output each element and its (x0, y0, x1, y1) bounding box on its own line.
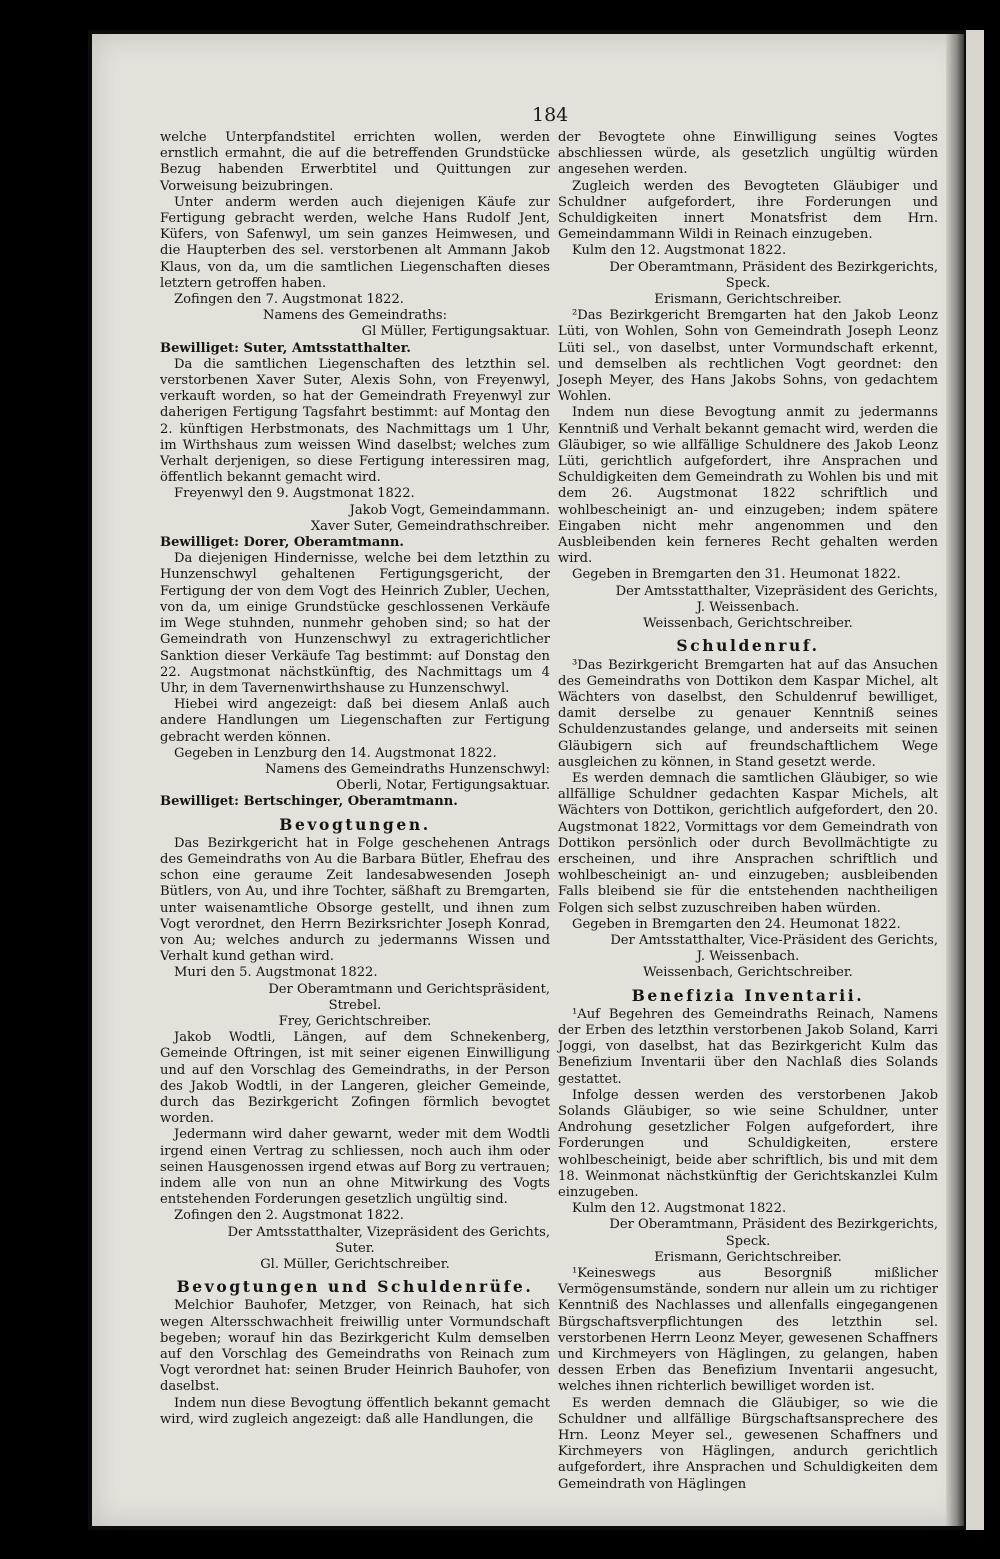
text-paragraph: ³Das Bezirkgericht Bremgarten hat auf das Ansuchen des Gemeindraths von Dottikon dem Kaspar Michel, alt Wächters von daselbst, den Schuldenruf bewilliget, damit derselbe zu genauer Kenntniß seines Schuldenzustandes gelange, und anderseits mit seinen Gläubigern sich auf freundschaftlichem Wege ausgleichen zu können, in Stand gesetzt werde. (558, 657, 938, 770)
text-paragraph: Frey, Gerichtschreiber. (278, 1013, 432, 1029)
text-paragraph: Weissenbach, Gerichtschreiber. (643, 965, 853, 981)
text-paragraph: Bewilliget: Bertschinger, Oberamtmann. (160, 794, 458, 810)
text-paragraph: Weissenbach, Gerichtschreiber. (643, 616, 853, 632)
text-paragraph: Bewilliget: Dorer, Oberamtmann. (160, 535, 404, 551)
text-paragraph: Zugleich werden des Bevogteten Gläubiger und Schuldner aufgefordert, ihre Forderungen und Schuldigkeiten innert Monatsfrist dem Hrn. Gemeindammann Wildi in Reinach einzugeben. (558, 178, 938, 243)
text-paragraph: Bewilliget: Suter, Amtsstatthalter. (160, 340, 411, 356)
text-paragraph: Jedermann wird daher gewarnt, weder mit dem Wodtli irgend einen Vertrag zu schliessen, noch auch ihm oder seinen Hausgenossen irgend etwas auf Borg zu vertrauen; indem alle von nun an ohne Mitwirkung des Vogts entstehenden Forderungen gesetzlich ungültig sind. (160, 1127, 550, 1208)
text-paragraph: Der Amtsstatthalter, Vizepräsident des Gerichts, (227, 1224, 550, 1240)
text-paragraph: J. Weissenbach. (696, 949, 800, 965)
text-paragraph: Der Oberamtmann und Gerichtspräsident, (268, 981, 550, 997)
text-paragraph: Kulm den 12. Augstmonat 1822. (572, 1201, 787, 1217)
text-paragraph: welche Unterpfandstitel errichten wollen, werden ernstlich ermahnt, die auf die betreffenden Grundstücke Bezug habenden Erwerbtitel und Quittungen zur Vorweisung beizubringen. (160, 130, 550, 194)
text-paragraph: Speck. (725, 1233, 771, 1249)
text-paragraph: Oberli, Notar, Fertigungsaktuar. (336, 778, 550, 794)
text-paragraph: Melchior Bauhofer, Metzger, von Reinach, hat sich wegen Altersschwachheit freiwillig unter Vormundschaft begeben; worauf hin das Bezirkgericht Kulm demselben auf den Vorschlag des Gemeindraths von Reinach zum Vogt verordnet hat: seinen Bruder Heinrich Bauhofer, von daselbst. (160, 1298, 550, 1395)
section-heading: Bevogtungen und Schuldenrüfe. (176, 1277, 534, 1297)
section-heading: Schuldenruf. (676, 636, 820, 656)
text-paragraph: Unter anderm werden auch diejenigen Käufe zur Fertigung gebracht werden, welche Hans Rudolf Jent, Küfers, von Safenwyl, um sein ganzes Heimwesen, und die Haupterben des sel. verstorbenen alt Ammann Jakob Klaus, von da, um die samtlichen Liegenschaften dieses letztern getroffen haben. (160, 194, 550, 291)
text-paragraph: J. Weissenbach. (696, 599, 800, 615)
text-paragraph: Gegeben in Bremgarten den 24. Heumonat 1822. (572, 916, 901, 932)
text-paragraph: Der Oberamtmann, Präsident des Bezirkgerichts, (609, 1217, 938, 1233)
text-paragraph: Speck. (725, 275, 771, 291)
text-paragraph: Das Bezirkgericht hat in Folge geschehenen Antrags des Gemeindraths von Au die Barbara Bütler, Ehefrau des schon eine geraume Zeit landesabwesenden Joseph Bütlers, von Au, und ihre Tochter, säßhaft zu Bremgarten, unter waisenamtliche Obsorge gestellt, und ihnen zum Vogt verordnet, den Herrn Bezirksrichter Joseph Konrad, von Au; welches andurch zu jedermanns Wissen und Verhalt kund gethan wird. (160, 835, 550, 965)
text-paragraph: Erismann, Gerichtschreiber. (654, 1249, 842, 1265)
text-paragraph: Suter. (335, 1240, 375, 1256)
text-paragraph: der Bevogtete ohne Einwilligung seines Vogtes abschliessen würde, als gesetzlich ungültig würden angesehen werden. (558, 130, 938, 178)
text-paragraph: Namens des Gemeindraths Hunzenschwyl: (265, 761, 550, 777)
text-paragraph: ²Das Bezirkgericht Bremgarten hat den Jakob Leonz Lüti, von Wohlen, Sohn von Gemeindrath Joseph Leonz Lüti sel., von daselbst, unter Vormundschaft erkennt, und demselben als rechtlichen Vogt geordnet: den Joseph Meyer, des Hans Jakobs Sohns, von gedachtem Wohlen. (558, 308, 938, 405)
page-spine-shadow (946, 34, 964, 1526)
text-paragraph: Da die samtlichen Liegenschaften des letzthin sel. verstorbenen Xaver Suter, Alexis Sohn, von Freyenwyl, verkauft worden, so hat der Gemeindrath Freyenwyl zur daherigen Fertigung Tagsfahrt bestimmt: auf Montag den 2. künftigen Herbstmonats, des Nachmittags um 1 Uhr, im Wirthshaus zum weissen Wind daselbst; welches zum Verhalt derjenigen, so diese Fertigung interessiren mag, öffentlich bekannt gemacht wird. (160, 356, 550, 486)
text-paragraph: Der Oberamtmann, Präsident des Bezirkgerichts, (609, 259, 938, 275)
text-paragraph: Xaver Suter, Gemeindrathschreiber. (310, 518, 550, 534)
text-paragraph: Gl. Müller, Gerichtschreiber. (260, 1257, 450, 1273)
text-paragraph: Der Amtsstatthalter, Vizepräsident des Gerichts, (615, 583, 938, 599)
left-column (160, 130, 550, 1428)
text-paragraph: Erismann, Gerichtschreiber. (654, 292, 842, 308)
text-paragraph: Gegeben in Bremgarten den 31. Heumonat 1822. (572, 567, 901, 583)
text-paragraph: Muri den 5. Augstmonat 1822. (174, 965, 378, 981)
page-number: 184 (532, 104, 569, 126)
right-column (558, 130, 938, 1493)
text-paragraph: Namens des Gemeindraths: (262, 308, 448, 324)
text-paragraph: Jakob Wodtli, Längen, auf dem Schnekenberg, Gemeinde Oftringen, ist mit seiner eigenen Einwilligung und auf den Vorschlag des Gemeindraths, in der Person des Jakob Wodtli, in der Langeren, gleicher Gemeinde, durch das Bezirkgericht Zofingen förmlich bevogtet worden. (160, 1030, 550, 1127)
text-paragraph: Jakob Vogt, Gemeindammann. (349, 502, 550, 518)
text-paragraph: Zofingen den 2. Augstmonat 1822. (174, 1208, 404, 1224)
section-heading: Benefizia Inventarii. (631, 985, 865, 1005)
section-heading: Bevogtungen. (279, 814, 431, 834)
text-paragraph: Es werden demnach die samtlichen Gläubiger, so wie allfällige Schuldner gedachten Kaspar Michels, alt Wächters von Dottikon, gerichtlich aufgefordert, den 20. Augstmonat 1822, Vormittags vor dem Gemeindrath von Dottikon persönlich oder durch Bevollmächtigte zu erscheinen, und ihre Ansprachen schriftlich und wohlbescheinigt an- und einzugeben; ausbleibenden Falls bleibend sie für die entstehenden nachtheiligen Folgen sich selbst zuzuschreiben haben würden. (558, 770, 938, 916)
text-paragraph: ¹Keineswegs aus Besorgniß mißlicher Vermögensumstände, sondern nur allein um zu richtiger Kenntniß des Nachlasses und allenfalls eingegangenen Bürgschaftsverpflichtungen des letzthin sel. verstorbenen Herrn Leonz Meyer, gewesenen Schaffners und Kirchmeyers von Häglingen, zu gelangen, haben dessen Erben das Benefizium Inventarii angesucht, welches ihnen richterlich bewilliget worden ist. (558, 1266, 938, 1395)
text-paragraph: Indem nun diese Bevogtung öffentlich bekannt gemacht wird, wird zugleich angezeigt: daß alle Handlungen, die (160, 1395, 550, 1427)
text-paragraph: Kulm den 12. Augstmonat 1822. (572, 243, 787, 259)
text-paragraph: Infolge dessen werden des verstorbenen Jakob Solands Gläubiger, so wie seine Schuldner, unter Androhung gesetzlicher Folgen aufgefordert, ihre Forderungen und Schuldigkeiten, erstere wohlbescheinigt, beide aber schriftlich, bis und mit dem 18. Weinmonat nächstkünftig der Gerichtskanzlei Kulm einzugeben. (558, 1087, 938, 1200)
newspaper-page (92, 34, 964, 1526)
text-paragraph: Strebel. (328, 997, 382, 1013)
text-paragraph: Der Amtsstatthalter, Vice-Präsident des Gerichts, (610, 932, 938, 948)
text-paragraph: ¹Auf Begehren des Gemeindraths Reinach, Namens der Erben des letzthin verstorbenen Jakob Soland, Karri Joggi, von daselbst, hat das Bezirkgericht Kulm das Benefizium Inventarii über den Nachlaß dies Solands gestattet. (558, 1006, 938, 1087)
text-paragraph: Gegeben in Lenzburg den 14. Augstmonat 1822. (174, 745, 497, 761)
text-paragraph: Freyenwyl den 9. Augstmonat 1822. (174, 486, 415, 502)
text-paragraph: Hiebei wird angezeigt: daß bei diesem Anlaß auch andere Handlungen um Liegenschaften zur Fertigung gebracht werden können. (160, 697, 550, 745)
text-paragraph: Indem nun diese Bevogtung anmit zu jedermanns Kenntniß und Verhalt bekannt gemacht wird, werden die Gläubiger, so wie allfällige Schuldnere des Jakob Leonz Lüti, gerichtlich aufgefordert, ihre Ansprachen und Schuldigkeiten dem Gemeindrath zu Wohlen bis und mit dem 26. Augstmonat 1822 schriftlich und wohlbescheinigt an- und einzugeben; indem spätere Eingaben nicht mehr angenommen und den Ausbleibenden kein ferneres Recht gehalten werden wird. (558, 405, 938, 567)
text-paragraph: Es werden demnach die Gläubiger, so wie die Schuldner und allfällige Bürgschaftsansprechere des Hrn. Leonz Meyer sel., gewesenen Schaffners und Kirchmeyers von Häglingen, andurch gerichtlich aufgefordert, ihre Ansprachen und Schuldigkeiten dem Gemeindrath von Häglingen (558, 1395, 938, 1492)
text-paragraph: Da diejenigen Hindernisse, welche bei dem letzthin zu Hunzenschwyl gehaltenen Fertigungsgericht, der Fertigung der von dem Vogt des Heinrich Zubler, Uechen, von da, um einige Grundstücke geschlossenen Verkäufe im Wege stuhnden, nunmehr gehoben sind; so hat der Gemeindrath von Hunzenschwyl zu extragerichtlicher Sanktion dieser Verkäufe Tag bestimmt: auf Donstag den 22. Augstmonat nächstkünftig, des Nachmittags um 4 Uhr, in dem Tavernenwirthshause zu Hunzenschwyl. (160, 551, 550, 696)
facing-page-edge (966, 30, 984, 1530)
text-paragraph: Gl Müller, Fertigungsaktuar. (361, 324, 550, 340)
text-paragraph: Zofingen den 7. Augstmonat 1822. (174, 292, 404, 308)
